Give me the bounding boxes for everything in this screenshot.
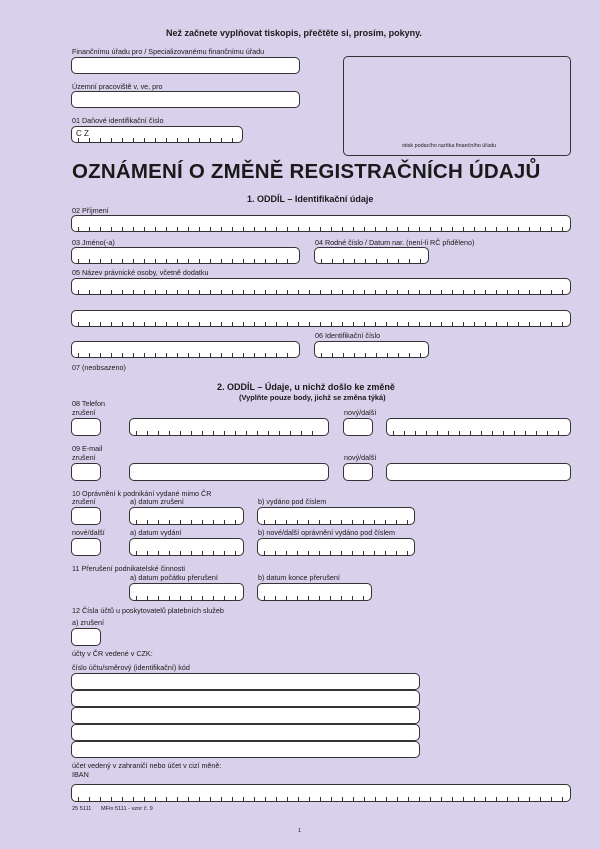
- f03-label: 03 Jméno(-a): [72, 238, 115, 247]
- birth-number-field[interactable]: [314, 247, 429, 264]
- account-field-1[interactable]: [71, 673, 420, 690]
- top-notice: Než začnete vyplňovat tiskopis, přečtěte si, prosím, pokyny.: [166, 28, 422, 38]
- f10-cancel-label: zrušení: [72, 497, 96, 506]
- footer-code: 25 5111: [72, 806, 92, 812]
- company-name-field-1[interactable]: [71, 278, 571, 295]
- footer-form: MFin 5111 - vzor č. 9: [101, 806, 153, 812]
- page-number: 1: [298, 828, 302, 834]
- iban-field[interactable]: [71, 784, 571, 802]
- section2-subheading: (Vyplňte pouze body, jichž se změna týká): [239, 393, 386, 402]
- license-issued-number-field[interactable]: [257, 507, 415, 525]
- f07-label: 07 (neobsazeno): [72, 363, 126, 372]
- account-field-2[interactable]: [71, 690, 420, 707]
- f07-field[interactable]: [71, 341, 300, 358]
- suspension-end-field[interactable]: [257, 583, 372, 601]
- dic-prefix: C Z: [76, 129, 89, 138]
- license-cancel-date-field[interactable]: [129, 507, 244, 525]
- account-field-4[interactable]: [71, 724, 420, 741]
- office-label: Finančnímu úřadu pro / Specializovanému finančnímu úřadu: [72, 47, 265, 56]
- stamp-label: otisk podacího razítka finančního úřadu: [402, 143, 497, 149]
- phone-cancel-field[interactable]: [129, 418, 329, 436]
- account-field-5[interactable]: [71, 741, 420, 758]
- email-cancel-field[interactable]: [129, 463, 329, 481]
- f12-label: 12 Čísla účtů u poskytovatelů platebních služeb: [72, 606, 224, 615]
- email-new-field[interactable]: [386, 463, 571, 481]
- f09-label: 09 E-mail: [72, 444, 103, 453]
- f09-cancel-label: zrušení: [72, 453, 96, 462]
- f05-label: 05 Název právnické osoby, včetně dodatku: [72, 268, 209, 277]
- phone-cancel-box[interactable]: [71, 418, 101, 436]
- f12-foreign-label: účet vedený v zahraničí nebo účet v cizí měně:: [72, 761, 222, 770]
- f12-a-label: a) zrušení: [72, 618, 104, 627]
- license-new-number-field[interactable]: [257, 538, 415, 556]
- surname-field[interactable]: [71, 215, 571, 232]
- f12-account-label: číslo účtu/směrový (identifikační) kód: [72, 663, 190, 672]
- f10-a-issue-date-label: a) datum vydání: [130, 528, 182, 537]
- f06-label: 06 Identifikační číslo: [315, 331, 381, 340]
- stamp-box: [343, 56, 571, 156]
- email-new-box[interactable]: [343, 463, 373, 481]
- f10-a-cancel-date-label: a) datum zrušení: [130, 497, 184, 506]
- license-cancel-box[interactable]: [71, 507, 101, 525]
- license-new-box[interactable]: [71, 538, 101, 556]
- workplace-field[interactable]: [71, 91, 300, 108]
- section1-heading: 1. ODDÍL – Identifikační údaje: [247, 194, 374, 204]
- f04-label: 04 Rodné číslo / Datum nar. (není-li RČ přiděleno): [315, 238, 475, 247]
- accounts-cancel-box[interactable]: [71, 628, 101, 646]
- f11-a-label: a) datum počátku přerušení: [130, 573, 218, 582]
- f08-cancel-label: zrušení: [72, 408, 96, 417]
- company-name-field-2[interactable]: [71, 310, 571, 327]
- f09-new-label: nový/další: [344, 453, 377, 462]
- f12-czk-label: účty v ČR vedené v CZK:: [72, 649, 153, 658]
- license-issue-date-field[interactable]: [129, 538, 244, 556]
- f10-new-label: nové/další: [72, 528, 105, 537]
- f10-b-new-issued-label: b) nové/další oprávnění vydáno pod číslem: [258, 528, 396, 537]
- f11-label: 11 Přerušení podnikatelské činnosti: [72, 564, 185, 573]
- phone-new-field[interactable]: [386, 418, 571, 436]
- phone-new-box[interactable]: [343, 418, 373, 436]
- f12-iban-label: IBAN: [72, 770, 89, 779]
- suspension-start-field[interactable]: [129, 583, 244, 601]
- ico-field[interactable]: [314, 341, 429, 358]
- workplace-label: Územní pracoviště v, ve, pro: [72, 82, 163, 91]
- f10-b-issued-label: b) vydáno pod číslem: [258, 497, 327, 506]
- email-cancel-box[interactable]: [71, 463, 101, 481]
- first-name-field[interactable]: [71, 247, 300, 264]
- office-field[interactable]: [71, 57, 300, 74]
- section2-heading: 2. ODDÍL – Údaje, u nichž došlo ke změně: [217, 382, 395, 392]
- dic-field[interactable]: [71, 126, 243, 143]
- f11-b-label: b) datum konce přerušení: [258, 573, 340, 582]
- f08-label: 08 Telefon: [72, 399, 106, 408]
- dic-label: 01 Daňové identifikační číslo: [72, 116, 164, 125]
- f10-label: 10 Oprávnění k podnikání vydané mimo ČR: [72, 489, 212, 498]
- f08-new-label: nový/další: [344, 408, 377, 417]
- f02-label: 02 Příjmení: [72, 206, 109, 215]
- account-field-3[interactable]: [71, 707, 420, 724]
- page-title: OZNÁMENÍ O ZMĚNĚ REGISTRAČNÍCH ÚDAJŮ: [72, 160, 541, 183]
